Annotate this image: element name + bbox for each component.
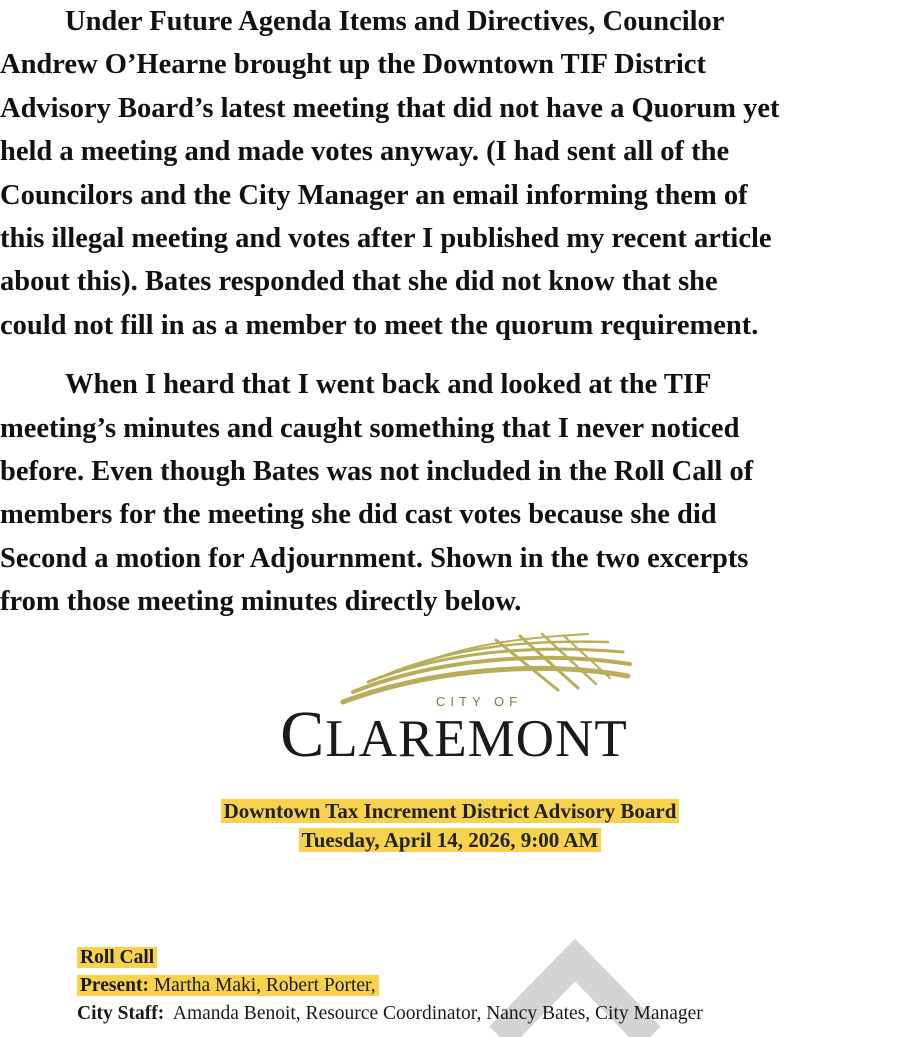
roll-call-section	[77, 944, 703, 1028]
text-line: held a meeting and made votes anyway. (I had sent all of the	[0, 136, 730, 168]
text-line: about this). Bates responded that she did not know that she	[0, 266, 718, 298]
roll-call-heading: Roll Call	[77, 947, 157, 968]
text-line: Second a motion for Adjournment. Shown in the two excerpts	[0, 542, 749, 574]
text-line: Under Future Agenda Items and Directives, Councilor	[65, 6, 725, 37]
logo-city-of: CITY OF	[436, 694, 523, 709]
present-label: Present:	[80, 975, 149, 996]
text-line: meeting’s minutes and caught something that I never noticed	[0, 412, 740, 444]
text-line: from those meeting minutes directly below.	[0, 586, 522, 618]
logo-initial: C	[280, 698, 326, 771]
staff-value: Amanda Benoit, Resource Coordinator, Nancy Bates, City Manager	[164, 1003, 703, 1024]
text-line: this illegal meeting and votes after I published my recent article	[0, 223, 772, 255]
text-line: When I heard that I went back and looked at the TIF	[65, 369, 712, 401]
meeting-datetime: Tuesday, April 14, 2026, 9:00 AM	[299, 828, 602, 852]
text-line: Advisory Board’s latest meeting that did not have a Quorum yet	[0, 92, 780, 124]
text-line: members for the meeting she did cast votes because she did	[0, 499, 717, 531]
staff-line	[77, 1000, 703, 1028]
text-line: Andrew O’Hearne brought up the Downtown TIF District	[0, 49, 706, 81]
board-name: Downtown Tax Increment District Advisory Board	[221, 799, 680, 823]
text-line: before. Even though Bates was not included in the Roll Call of	[0, 456, 754, 488]
text-line: Councilors and the City Manager an email informing them of	[0, 179, 748, 211]
present-line	[77, 975, 379, 996]
paragraph-1	[0, 0, 900, 347]
meeting-heading	[0, 797, 900, 855]
city-logo	[258, 630, 658, 770]
present-value: Martha Maki, Robert Porter,	[148, 975, 376, 996]
text-line: could not fill in as a member to meet the quorum requirement.	[0, 309, 759, 341]
logo-name-rest: LAREMONT	[325, 710, 628, 768]
staff-label: City Staff:	[77, 1003, 165, 1024]
paragraph-2	[0, 363, 900, 623]
